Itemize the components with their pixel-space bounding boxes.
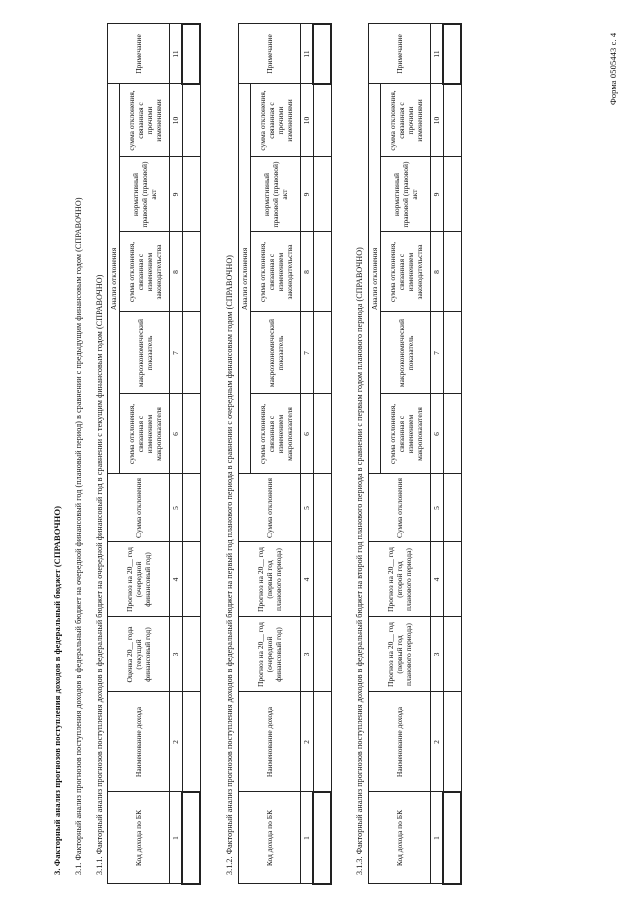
- col-number: 6: [170, 394, 183, 474]
- header-name: Наименование дохода: [369, 692, 431, 792]
- header-note: Примечание: [369, 24, 431, 84]
- header-law-deviation: сумма отклонения, связанная с изменением законодательства: [120, 232, 170, 312]
- table-cell[interactable]: [182, 24, 200, 84]
- table-cell[interactable]: [443, 542, 461, 617]
- table-cell[interactable]: [313, 394, 331, 474]
- col-number: 8: [170, 232, 183, 312]
- col-number: 11: [170, 24, 183, 84]
- col-number: 2: [301, 692, 314, 792]
- table-cell[interactable]: [443, 24, 461, 84]
- table-cell[interactable]: [443, 394, 461, 474]
- table-cell[interactable]: [443, 157, 461, 232]
- header-note: Примечание: [108, 24, 170, 84]
- table-3-caption: 3.1.3. Факторный анализ прогнозов поступления доходов в федеральный бюджет на второй год планового периода в сравнении с первым годом планового периода (СПРАВОЧНО): [355, 247, 364, 875]
- table-row: [443, 24, 461, 884]
- header-legal-act: нормативный правовой (правовой) акт: [120, 157, 170, 232]
- col-number: 11: [301, 24, 314, 84]
- table-cell[interactable]: [182, 232, 200, 312]
- header-code: Код дохода по БК: [369, 792, 431, 884]
- header-other-deviation: сумма отклонения, связанная с прочими изменениями: [381, 84, 431, 157]
- col-number: 9: [431, 157, 444, 232]
- header-macro-indicator: макроэкономический показатель: [251, 312, 301, 394]
- table-row: [313, 24, 331, 884]
- table-cell[interactable]: [182, 692, 200, 792]
- table-1-caption: 3.1.1. Факторный анализ прогнозов поступления доходов в федеральный бюджет на очередной финансовый год в сравнении с текущим финансовым годом (СПРАВОЧНО): [95, 274, 104, 875]
- header-name: Наименование дохода: [239, 692, 301, 792]
- col-number: 3: [170, 617, 183, 692]
- header-period-b: Прогноз на 20__ год (второй год планового периода): [369, 542, 431, 617]
- header-macro-deviation: сумма отклонения, связанная с изменением макропоказателя: [120, 394, 170, 474]
- table-cell[interactable]: [313, 232, 331, 312]
- table-cell[interactable]: [443, 617, 461, 692]
- form-number: Форма 0505443 с. 4: [608, 32, 618, 105]
- header-law-deviation: сумма отклонения, связанная с изменением законодательства: [251, 232, 301, 312]
- table-cell[interactable]: [313, 474, 331, 542]
- col-number: 7: [431, 312, 444, 394]
- col-number: 1: [170, 792, 183, 884]
- table-cell[interactable]: [443, 474, 461, 542]
- col-number: 10: [431, 84, 444, 157]
- table-cell[interactable]: [443, 312, 461, 394]
- table-cell[interactable]: [182, 394, 200, 474]
- analysis-table-3: [368, 23, 462, 885]
- col-number: 10: [170, 84, 183, 157]
- table-cell[interactable]: [313, 84, 331, 157]
- col-number: 1: [431, 792, 444, 884]
- header-macro-indicator: макроэкономический показатель: [120, 312, 170, 394]
- table-cell[interactable]: [443, 84, 461, 157]
- header-deviation-analysis: Анализ отклонения: [108, 84, 120, 474]
- header-code: Код дохода по БК: [108, 792, 170, 884]
- header-other-deviation: сумма отклонения, связанная с прочими изменениями: [251, 84, 301, 157]
- table-cell[interactable]: [182, 617, 200, 692]
- col-number: 1: [301, 792, 314, 884]
- col-number: 9: [301, 157, 314, 232]
- col-number: 3: [431, 617, 444, 692]
- table-cell[interactable]: [313, 692, 331, 792]
- header-legal-act: нормативный правовой (правовой) акт: [381, 157, 431, 232]
- analysis-table-1: [107, 23, 201, 885]
- header-deviation-sum: Сумма отклонения: [369, 474, 431, 542]
- col-number: 10: [301, 84, 314, 157]
- col-number: 8: [431, 232, 444, 312]
- table-cell[interactable]: [313, 792, 331, 884]
- table-2-caption: 3.1.2. Факторный анализ прогнозов поступления доходов в федеральный бюджет на первый год планового периода в сравнении с очередным финансовым годом (СПРАВОЧНО): [225, 255, 234, 875]
- table-cell[interactable]: [443, 692, 461, 792]
- col-number: 2: [170, 692, 183, 792]
- header-code: Код дохода по БК: [239, 792, 301, 884]
- header-period-a: Оценка 20__ года (текущий финансовый год): [108, 617, 170, 692]
- header-period-b: Прогноз на 20__ год (первый год планового периода): [239, 542, 301, 617]
- table-cell[interactable]: [313, 312, 331, 394]
- table-cell[interactable]: [182, 792, 200, 884]
- table-cell[interactable]: [182, 312, 200, 394]
- header-deviation-sum: Сумма отклонения: [108, 474, 170, 542]
- header-deviation-analysis: Анализ отклонения: [239, 84, 251, 474]
- col-number: 7: [170, 312, 183, 394]
- col-number: 4: [301, 542, 314, 617]
- header-legal-act: нормативный правовой (правовой) акт: [251, 157, 301, 232]
- col-number: 5: [431, 474, 444, 542]
- table-cell[interactable]: [182, 474, 200, 542]
- header-period-b: Прогноз на 20__ год (очередной финансовый год): [108, 542, 170, 617]
- table-cell[interactable]: [313, 24, 331, 84]
- col-number: 6: [431, 394, 444, 474]
- col-number: 4: [170, 542, 183, 617]
- col-number: 4: [431, 542, 444, 617]
- col-number: 6: [301, 394, 314, 474]
- table-cell[interactable]: [313, 542, 331, 617]
- table-cell[interactable]: [182, 157, 200, 232]
- header-note: Примечание: [239, 24, 301, 84]
- header-deviation-analysis: Анализ отклонения: [369, 84, 381, 474]
- section-heading: 3. Факторный анализ прогнозов поступления доходов в федеральный бюджет (СПРАВОЧНО): [52, 505, 62, 875]
- header-macro-indicator: макроэкономический показатель: [381, 312, 431, 394]
- header-other-deviation: сумма отклонения, связанная с прочими изменениями: [120, 84, 170, 157]
- header-macro-deviation: сумма отклонения, связанная с изменением макропоказателя: [251, 394, 301, 474]
- col-number: 9: [170, 157, 183, 232]
- analysis-table-2: [238, 23, 332, 885]
- header-period-a: Прогноз на 20__ год (первый год планового периода): [369, 617, 431, 692]
- header-deviation-sum: Сумма отклонения: [239, 474, 301, 542]
- header-name: Наименование дохода: [108, 692, 170, 792]
- col-number: 11: [431, 24, 444, 84]
- table-cell[interactable]: [443, 232, 461, 312]
- header-law-deviation: сумма отклонения, связанная с изменением законодательства: [381, 232, 431, 312]
- header-period-a: Прогноз на 20__ год (очередной финансовый год): [239, 617, 301, 692]
- header-macro-deviation: сумма отклонения, связанная с изменением макропоказателя: [381, 394, 431, 474]
- col-number: 5: [301, 474, 314, 542]
- col-number: 8: [301, 232, 314, 312]
- table-cell[interactable]: [313, 617, 331, 692]
- col-number: 5: [170, 474, 183, 542]
- table-cell[interactable]: [182, 542, 200, 617]
- col-number: 3: [301, 617, 314, 692]
- col-number: 7: [301, 312, 314, 394]
- col-number: 2: [431, 692, 444, 792]
- table-row: [182, 24, 200, 884]
- table-cell[interactable]: [313, 157, 331, 232]
- table-cell[interactable]: [443, 792, 461, 884]
- table-cell[interactable]: [182, 84, 200, 157]
- subsection-heading: 3.1. Факторный анализ прогнозов поступления доходов в федеральный бюджет на очередной финансовый год (плановый период) в сравнении с предыдущим финансовым годом (СПРАВОЧНО): [74, 197, 83, 875]
